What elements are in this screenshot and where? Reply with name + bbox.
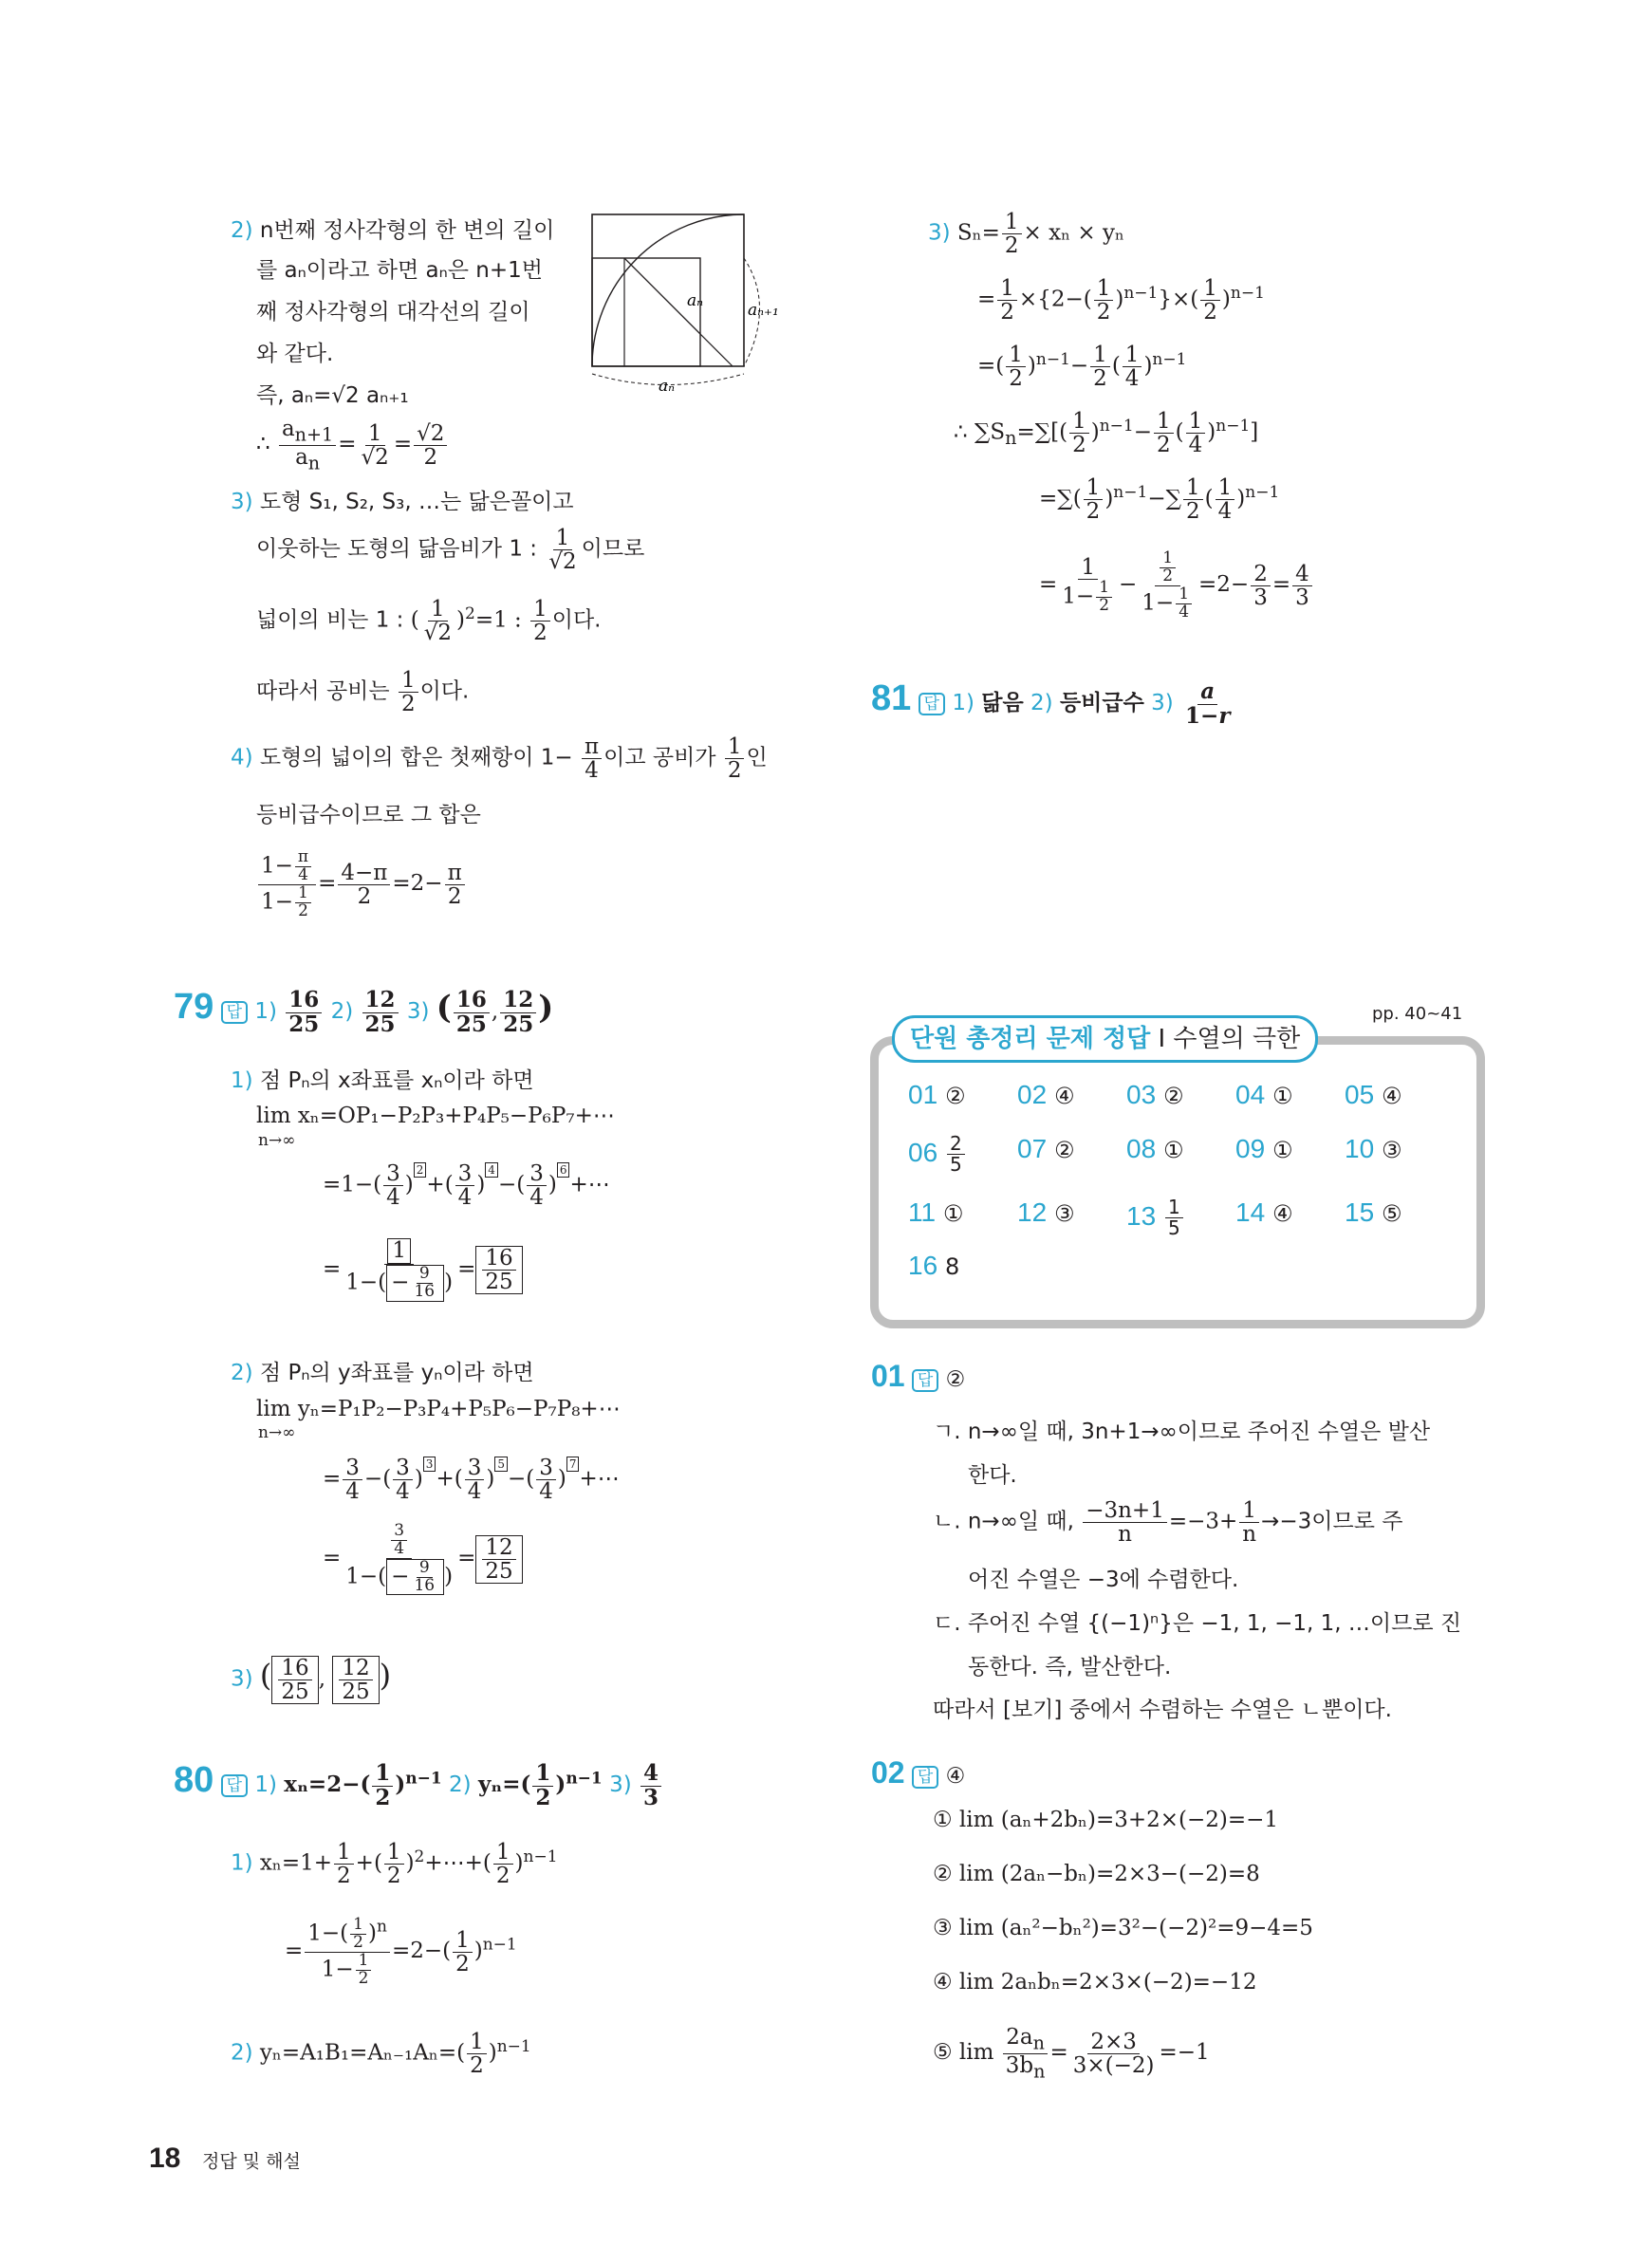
part3-line2: 이웃하는 도형의 닮음비가 1 : $\frac{1}{√2}$ 이므로 <box>256 526 645 575</box>
summary-answer-16: 16 8 <box>908 1251 960 1280</box>
part3-line4: 따라서 공비는 $\frac{1}{2}$ 이다. <box>256 668 470 717</box>
p01-header: 01 답 ② <box>871 1359 966 1393</box>
q79-s2-line4: = $\frac{3}{4}$ 1−( − $\frac{9}{16}$ ) = $\frac{12}{25}$ <box>323 1523 523 1595</box>
p02-row4: ④ lim 2aₙbₙ=2×3×(−2)=−12 <box>933 1970 1257 1995</box>
p01-line6: 동한다. 즉, 발산한다. <box>968 1655 1172 1679</box>
summary-answer-8: 08 ① <box>1126 1134 1184 1163</box>
summary-answer-13: 13 $\frac{1}{5}$ <box>1126 1197 1185 1238</box>
label-an-bottom: aₙ <box>659 377 676 396</box>
p01-line4: 어진 수열은 −3에 수렴한다. <box>968 1568 1239 1592</box>
q80-s1-line1: 1) xₙ=1+ $\frac{1}{2}$ +( $\frac{1}{2}$ )$^2$+⋯+( $\frac{1}{2}$ )$^{n-1}$ <box>231 1840 558 1889</box>
summary-title: 단원 총정리 문제 정답 Ⅰ 수열의 극한 <box>892 1015 1318 1063</box>
q79-lim-sub2: n→∞ <box>258 1423 296 1442</box>
p01-line2: 한다. <box>968 1463 1017 1488</box>
summary-answer-10: 10 ③ <box>1345 1134 1402 1163</box>
part4-result: 1− $\frac{\pi}{4}$ 1− $\frac{1}{2}$ = $\frac{4-\pi}{2}$ =2− $\frac{\pi}{2}$ <box>256 849 467 919</box>
p01-line3: ㄴ. n→∞일 때, $\frac{-3n+1}{n}$ =−3+ $\frac{1}{n}$ →−3이므로 주 <box>933 1498 1403 1548</box>
summary-answer-14: 14 ④ <box>1235 1197 1293 1227</box>
label-an1: aₙ₊₁ <box>748 301 779 320</box>
summary-answer-4: 04 ① <box>1235 1080 1293 1109</box>
q81-header: 81 답 1) 닮음 2) 등비급수 3) $\frac{a}{1-r}$ <box>871 678 1231 729</box>
summary-answer-9: 09 ① <box>1235 1134 1293 1163</box>
part2-line2: 를 aₙ이라고 하면 aₙ은 n+1번 <box>256 258 543 283</box>
right-p3-line4: ∴ $\sum S_n=\sum$[( $\frac{1}{2}$ )$^{n-1}$− $\frac{1}{2}$ ( $\frac{1}{4}$ )$^{n-1}$] <box>954 409 1259 458</box>
summary-pages: pp. 40~41 <box>1372 1004 1463 1024</box>
summary-answer-12: 12 ③ <box>1017 1197 1075 1227</box>
right-p3-line2: = $\frac{1}{2}$ ×{2−( $\frac{1}{2}$ )$^{n-1}$}×( $\frac{1}{2}$ )$^{n-1}$ <box>977 276 1265 325</box>
summary-answer-15: 15 ⑤ <box>1345 1197 1402 1227</box>
p01-line7: 따라서 [보기] 중에서 수렴하는 수열은 ㄴ뿐이다. <box>933 1698 1392 1722</box>
q79-s2-line1: 2) 점 Pₙ의 y좌표를 yₙ이라 하면 <box>231 1361 534 1385</box>
page-number: 18 <box>149 2143 181 2174</box>
q79-header: 79 답 1) $\frac{16}{25}$ 2) $\frac{12}{25}$ 3) ( $\frac{16}{25}$ , $\frac{12}{25}$ ) <box>174 987 554 1037</box>
p02-row3: ③ lim (aₙ²−bₙ²)=3²−(−2)²=9−4=5 <box>933 1916 1313 1940</box>
q80-header: 80 답 1) xₙ=2−( $\frac{1}{2}$ )$^{n-1}$ 2) yₙ=( $\frac{1}{2}$ )$^{n-1}$ 3) $\frac{4}{3}$ <box>174 1760 663 1809</box>
right-p3-line5: =∑( $\frac{1}{2}$ )$^{n-1}$−∑ $\frac{1}{2}$ ( $\frac{1}{4}$ )$^{n-1}$ <box>1039 475 1280 525</box>
label-an: aₙ <box>687 291 704 310</box>
summary-answer-3: 03 ② <box>1126 1080 1184 1109</box>
right-p3-line6: = 1 1− $\frac{1}{2}$ − $\frac{1}{2}$ 1− $\frac{1}{4}$ =2− $\frac{2}{3}$ = $\frac{4}{3}$ <box>1039 550 1314 621</box>
part2-ratio: ∴ $\frac{a_{n+1}}{a_n}$ = $\frac{1}{√2}$ = $\frac{√2}{2}$ <box>256 418 449 473</box>
p02-row2: ② lim (2aₙ−bₙ)=2×3−(−2)=8 <box>933 1862 1260 1886</box>
summary-answer-11: 11 ① <box>908 1197 964 1227</box>
q80-s1-line2: = 1−( $\frac{1}{2}$ )$^n$ 1− $\frac{1}{2}$ =2−( $\frac{1}{2}$ )$^{n-1}$ <box>285 1915 517 1988</box>
q80-s2-line1: 2) yₙ=A₁B₁=Aₙ₋₁Aₙ=( $\frac{1}{2}$ )$^{n-1}$ <box>231 2030 531 2079</box>
q79-s1-line1: 1) 점 Pₙ의 x좌표를 xₙ이라 하면 <box>231 1068 534 1093</box>
summary-answer-7: 07 ② <box>1017 1134 1075 1163</box>
summary-answer-6: 06 $\frac{2}{5}$ <box>908 1134 967 1175</box>
p02-row5: ⑤ lim $\frac{2a_n}{3b_n}$ = $\frac{2\times 3}{3\times(-2)}$ =−1 <box>933 2025 1210 2083</box>
summary-answer-5: 05 ④ <box>1345 1080 1402 1109</box>
q79-s1-line3: =1−( $\frac{3}{4}$ )2+( $\frac{3}{4}$ )4−( $\frac{3}{4}$ )6+⋯ <box>323 1161 610 1211</box>
right-p3-line1: 3) Sₙ= $\frac{1}{2}$ × xₙ × yₙ <box>928 210 1124 259</box>
q79-s3: 3) ( $\frac{16}{25}$ , $\frac{12}{25}$ ) <box>231 1656 392 1705</box>
part3-line3: 넓이의 비는 1 : ( $\frac{1}{√2}$ )$^2$=1 : $\frac{1}{2}$ 이다. <box>256 597 602 646</box>
q79-s1-line4: = 1 1−( − $\frac{9}{16}$ ) = $\frac{16}{25}$ <box>323 1238 523 1302</box>
summary-answer-2: 02 ④ <box>1017 1080 1075 1109</box>
p02-row1: ① lim (aₙ+2bₙ)=3+2×(−2)=−1 <box>933 1808 1279 1832</box>
part3-line1: 3) 도형 S₁, S₂, S₃, …는 닮은꼴이고 <box>231 490 574 514</box>
part4-line1: 4) 도형의 넓이의 합은 첫째항이 1− $\frac{\pi}{4}$ 이고 공비가 $\frac{1}{2}$ 인 <box>231 734 768 784</box>
p01-line5: ㄷ. 주어진 수열 {(−1)ⁿ}은 −1, 1, −1, 1, …이므로 진 <box>933 1611 1462 1636</box>
footer-title: 정답 및 해설 <box>202 2151 301 2172</box>
p01-line1: ㄱ. n→∞일 때, 3n+1→∞이므로 주어진 수열은 발산 <box>933 1420 1431 1444</box>
part4-line2: 등비급수이므로 그 합은 <box>256 803 481 827</box>
part2-line4: 와 같다. <box>256 342 334 366</box>
part2-line5: 즉, aₙ=√2 aₙ₊₁ <box>256 383 409 408</box>
nested-squares-figure <box>581 211 799 400</box>
q79-s1-line2: lim xₙ=OP₁−P₂P₃+P₄P₅−P₆P₇+⋯ <box>256 1104 615 1128</box>
summary-answer-1: 01 ② <box>908 1080 966 1109</box>
q79-lim-sub1: n→∞ <box>258 1131 296 1150</box>
right-p3-line3: =( $\frac{1}{2}$ )$^{n-1}$− $\frac{1}{2}$ ( $\frac{1}{4}$ )$^{n-1}$ <box>977 343 1187 392</box>
q79-s2-line2: lim yₙ=P₁P₂−P₃P₄+P₅P₆−P₇P₈+⋯ <box>256 1397 621 1421</box>
q79-s2-line3: = $\frac{3}{4}$ −( $\frac{3}{4}$ )3+( $\frac{3}{4}$ )5−( $\frac{3}{4}$ )7+⋯ <box>323 1456 620 1505</box>
p02-header: 02 답 ④ <box>871 1755 966 1790</box>
part2-line1: 2) n번째 정사각형의 한 변의 길이 <box>231 218 555 243</box>
part2-line3: 째 정사각형의 대각선의 길이 <box>256 300 530 325</box>
